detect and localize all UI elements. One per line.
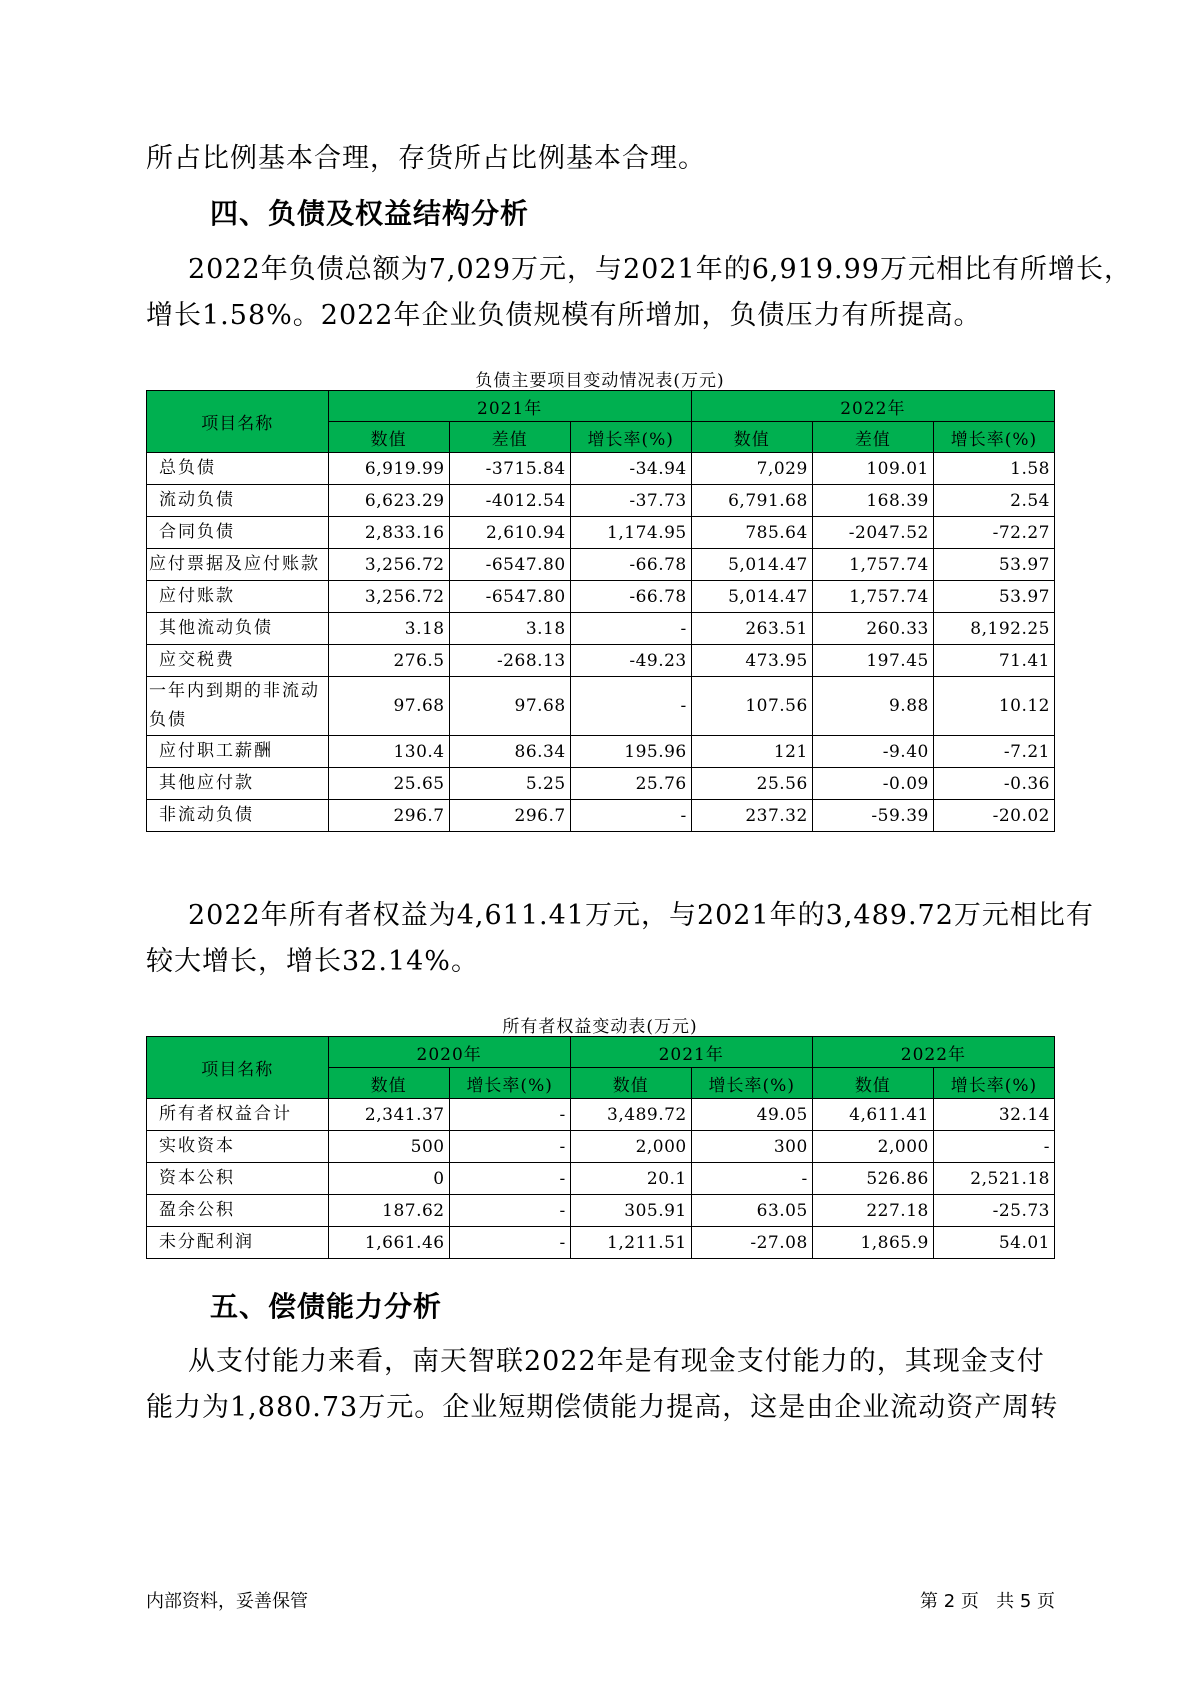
liabilities-table-body [147, 453, 1055, 832]
table-cell: -7.21 [933, 736, 1054, 768]
table-row [147, 485, 1055, 517]
table-cell: 237.32 [691, 800, 812, 832]
table-cell: 263.51 [691, 613, 812, 645]
section-heading-liabilities: 四、负债及权益结构分析 [210, 197, 530, 230]
table-cell: -6547.80 [449, 549, 570, 581]
table-cell: 97.68 [449, 677, 570, 736]
table-cell: - [449, 1099, 570, 1131]
table-row [147, 1131, 1055, 1163]
paragraph-equity-line2: 较大增长，增长32.14%。 [146, 946, 479, 977]
paragraph-solvency-line2: 能力为1,880.73万元。企业短期偿债能力提高，这是由企业流动资产周转 [146, 1392, 1059, 1423]
table-cell: 20.1 [570, 1163, 691, 1195]
table-cell: 526.86 [812, 1163, 933, 1195]
table-cell: -25.73 [933, 1195, 1054, 1227]
table-cell: -0.36 [933, 768, 1054, 800]
header-year-2022: 2022年 [812, 1037, 1054, 1068]
table-cell: 2,521.18 [933, 1163, 1054, 1195]
header-year-2021: 2021年 [328, 391, 691, 422]
table-cell: 97.68 [328, 677, 449, 736]
table-cell: 3,489.72 [570, 1099, 691, 1131]
table-cell: 1,865.9 [812, 1227, 933, 1259]
row-label: 其他流动负债 [147, 613, 329, 645]
table-cell: -72.27 [933, 517, 1054, 549]
table-cell: -9.40 [812, 736, 933, 768]
section-heading-solvency: 五、偿债能力分析 [210, 1290, 443, 1323]
table2-caption: 所有者权益变动表(万元) [502, 1017, 698, 1037]
table-row [147, 549, 1055, 581]
table-cell: -4012.54 [449, 485, 570, 517]
table-cell: 1,757.74 [812, 549, 933, 581]
subheader-growth: 增长率(%) [691, 1068, 812, 1099]
table-row [147, 677, 1055, 736]
header-year-2022: 2022年 [691, 391, 1054, 422]
table-cell: 49.05 [691, 1099, 812, 1131]
row-label: 应交税费 [147, 645, 329, 677]
table-cell: 2,610.94 [449, 517, 570, 549]
table-cell: -59.39 [812, 800, 933, 832]
table-cell: -66.78 [570, 581, 691, 613]
header-item-name: 项目名称 [147, 391, 329, 453]
table-cell: 3.18 [449, 613, 570, 645]
table-cell: - [449, 1195, 570, 1227]
row-label: 一年内到期的非流动负债 [147, 677, 329, 736]
subheader-growth: 增长率(%) [570, 422, 691, 453]
row-label: 总负债 [147, 453, 329, 485]
table-cell: 187.62 [328, 1195, 449, 1227]
table-cell: 5,014.47 [691, 581, 812, 613]
table-cell: 3.18 [328, 613, 449, 645]
table-cell: -3715.84 [449, 453, 570, 485]
table-cell: -20.02 [933, 800, 1054, 832]
table-cell: 32.14 [933, 1099, 1054, 1131]
header-item-name: 项目名称 [147, 1037, 329, 1099]
table-cell: 121 [691, 736, 812, 768]
table-cell: 2,000 [812, 1131, 933, 1163]
table-cell: 168.39 [812, 485, 933, 517]
paragraph-liabilities-line2: 增长1.58%。2022年企业负债规模有所增加，负债压力有所提高。 [146, 300, 982, 331]
table-cell: - [691, 1163, 812, 1195]
table-cell: -66.78 [570, 549, 691, 581]
table-cell: 86.34 [449, 736, 570, 768]
paragraph-equity-line1: 2022年所有者权益为4,611.41万元，与2021年的3,489.72万元相比有 [188, 900, 1094, 931]
paragraph-liabilities-line1: 2022年负债总额为7,029万元，与2021年的6,919.99万元相比有所增长， [188, 254, 1132, 285]
table-cell: 5,014.47 [691, 549, 812, 581]
row-label: 应付票据及应付账款 [147, 549, 329, 581]
table-cell: 5.25 [449, 768, 570, 800]
table-cell: 1,211.51 [570, 1227, 691, 1259]
subheader-growth: 增长率(%) [933, 422, 1054, 453]
table-row [147, 736, 1055, 768]
subheader-diff: 差值 [449, 422, 570, 453]
table-cell: 130.4 [328, 736, 449, 768]
table-cell: - [933, 1131, 1054, 1163]
table-cell: 9.88 [812, 677, 933, 736]
table-cell: 195.96 [570, 736, 691, 768]
table-cell: 1,661.46 [328, 1227, 449, 1259]
table-row [147, 1163, 1055, 1195]
footer-page-number: 第 2 页 共 5 页 [920, 1591, 1055, 1612]
subheader-value: 数值 [570, 1068, 691, 1099]
header-year-2021: 2021年 [570, 1037, 812, 1068]
table-cell: 296.7 [328, 800, 449, 832]
table-cell: -2047.52 [812, 517, 933, 549]
table-cell: 2.54 [933, 485, 1054, 517]
table-cell: - [570, 613, 691, 645]
subheader-value: 数值 [812, 1068, 933, 1099]
table-cell: 6,919.99 [328, 453, 449, 485]
table-cell: -0.09 [812, 768, 933, 800]
subheader-value: 数值 [691, 422, 812, 453]
table-row [147, 800, 1055, 832]
row-label: 流动负债 [147, 485, 329, 517]
table-cell: 276.5 [328, 645, 449, 677]
table-cell: 785.64 [691, 517, 812, 549]
table-cell: 227.18 [812, 1195, 933, 1227]
table-cell: 3,256.72 [328, 549, 449, 581]
table-cell: -268.13 [449, 645, 570, 677]
table-cell: 63.05 [691, 1195, 812, 1227]
subheader-value: 数值 [328, 1068, 449, 1099]
row-label: 合同负债 [147, 517, 329, 549]
row-label: 资本公积 [147, 1163, 329, 1195]
row-label: 盈余公积 [147, 1195, 329, 1227]
table-row [147, 1227, 1055, 1259]
table-cell: 71.41 [933, 645, 1054, 677]
table-cell: 2,000 [570, 1131, 691, 1163]
table-cell: - [449, 1163, 570, 1195]
table-cell: 296.7 [449, 800, 570, 832]
table-row [147, 645, 1055, 677]
table-cell: - [449, 1131, 570, 1163]
table1-caption: 负债主要项目变动情况表(万元) [475, 371, 725, 391]
table-cell: 0 [328, 1163, 449, 1195]
table-cell: 53.97 [933, 549, 1054, 581]
table-cell: -6547.80 [449, 581, 570, 613]
table-cell: 300 [691, 1131, 812, 1163]
table-cell: 54.01 [933, 1227, 1054, 1259]
row-label: 未分配利润 [147, 1227, 329, 1259]
table-cell: 25.56 [691, 768, 812, 800]
table-cell: 109.01 [812, 453, 933, 485]
subheader-growth: 增长率(%) [933, 1068, 1054, 1099]
row-label: 应付职工薪酬 [147, 736, 329, 768]
table-cell: 1.58 [933, 453, 1054, 485]
table-cell: 197.45 [812, 645, 933, 677]
table-row [147, 613, 1055, 645]
table-cell: -34.94 [570, 453, 691, 485]
table-row [147, 581, 1055, 613]
paragraph-continuation: 所占比例基本合理，存货所占比例基本合理。 [146, 143, 706, 174]
table-cell: 53.97 [933, 581, 1054, 613]
table-cell: 6,623.29 [328, 485, 449, 517]
table-row [147, 517, 1055, 549]
table-cell: 2,341.37 [328, 1099, 449, 1131]
row-label: 实收资本 [147, 1131, 329, 1163]
table-row [147, 1099, 1055, 1131]
table-cell: 260.33 [812, 613, 933, 645]
equity-table [146, 1036, 1055, 1259]
row-label: 非流动负债 [147, 800, 329, 832]
subheader-diff: 差值 [812, 422, 933, 453]
table-cell: 500 [328, 1131, 449, 1163]
paragraph-solvency-line1: 从支付能力来看，南天智联2022年是有现金支付能力的，其现金支付 [188, 1346, 1045, 1377]
table-cell: 305.91 [570, 1195, 691, 1227]
table-cell: 8,192.25 [933, 613, 1054, 645]
table-cell: -49.23 [570, 645, 691, 677]
liabilities-table [146, 390, 1055, 832]
table-cell: 25.76 [570, 768, 691, 800]
header-year-2020: 2020年 [328, 1037, 570, 1068]
equity-table-body [147, 1099, 1055, 1259]
subheader-value: 数值 [328, 422, 449, 453]
table-row [147, 1195, 1055, 1227]
table-cell: 107.56 [691, 677, 812, 736]
table-cell: 1,757.74 [812, 581, 933, 613]
table-cell: -37.73 [570, 485, 691, 517]
table-cell: 2,833.16 [328, 517, 449, 549]
table-cell: 10.12 [933, 677, 1054, 736]
row-label: 其他应付款 [147, 768, 329, 800]
table-cell: 3,256.72 [328, 581, 449, 613]
row-label: 应付账款 [147, 581, 329, 613]
table-cell: 473.95 [691, 645, 812, 677]
table-cell: - [449, 1227, 570, 1259]
table-cell: 7,029 [691, 453, 812, 485]
table-cell: - [570, 677, 691, 736]
table-row [147, 768, 1055, 800]
table-cell: - [570, 800, 691, 832]
table-cell: 25.65 [328, 768, 449, 800]
footer-confidential-note: 内部资料，妥善保管 [146, 1591, 308, 1612]
table-cell: 1,174.95 [570, 517, 691, 549]
table-cell: -27.08 [691, 1227, 812, 1259]
subheader-growth: 增长率(%) [449, 1068, 570, 1099]
table-cell: 4,611.41 [812, 1099, 933, 1131]
table-cell: 6,791.68 [691, 485, 812, 517]
row-label: 所有者权益合计 [147, 1099, 329, 1131]
table-row [147, 453, 1055, 485]
